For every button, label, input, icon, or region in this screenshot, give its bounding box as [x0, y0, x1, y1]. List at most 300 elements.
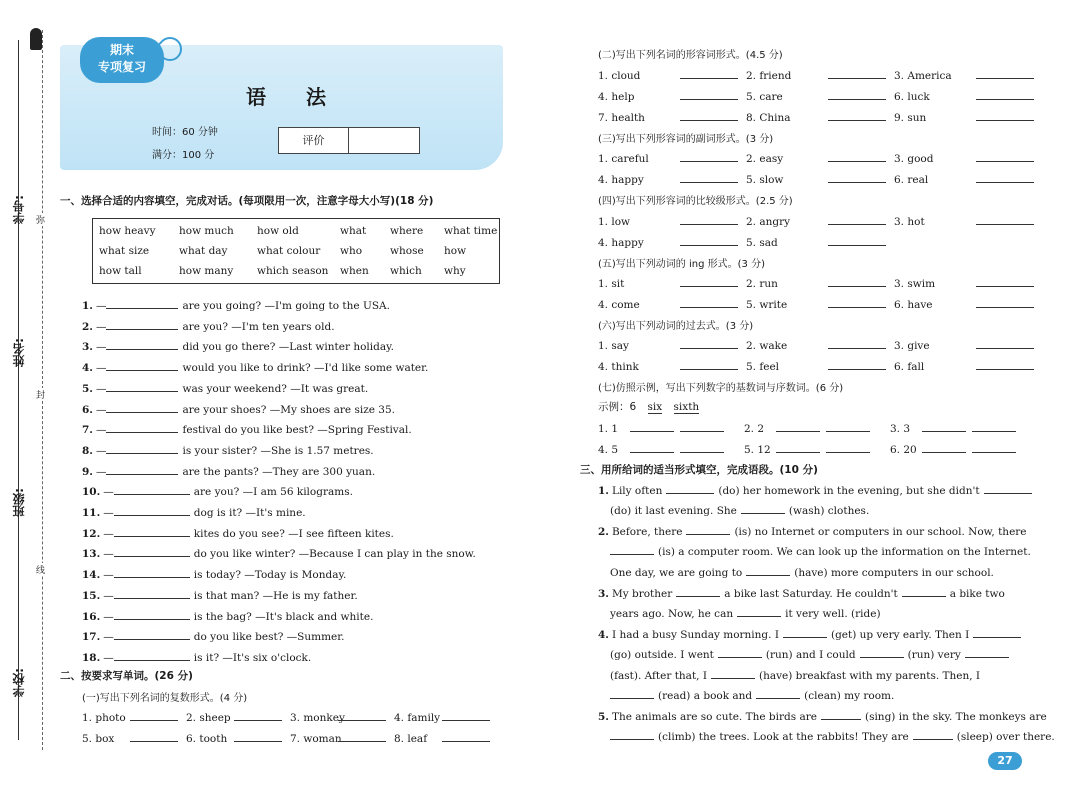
word-item	[598, 276, 742, 291]
word-option: what time	[444, 225, 498, 237]
cardinal-blank[interactable]	[630, 442, 674, 453]
cardinal-blank[interactable]	[922, 421, 966, 432]
passage-text: (do) it last evening. She	[610, 505, 737, 517]
answer-blank[interactable]	[680, 214, 738, 225]
item-number: 18.	[82, 651, 101, 664]
word-item-label: 3. monkey	[290, 712, 345, 724]
page-number-badge	[988, 752, 1022, 770]
word-item	[894, 151, 1038, 166]
word-item-label: 2. angry	[746, 216, 791, 228]
ordinal-blank[interactable]	[826, 442, 870, 453]
paragraph-number: 2.	[598, 526, 609, 538]
part3-title: 三、用所给词的适当形式填空，完成语段。(10 分)	[580, 464, 818, 476]
answer-blank[interactable]	[976, 68, 1034, 79]
passage-text: (fast). After that, I	[610, 670, 707, 682]
word-item-label: 5. box	[82, 733, 115, 745]
answer-blank[interactable]	[106, 381, 178, 392]
word-option: why	[444, 265, 466, 277]
passage-text: (have) breakfast with my parents. Then, I	[758, 670, 981, 682]
word-option: whose	[390, 245, 424, 257]
dash: —	[95, 300, 107, 312]
passage-line	[598, 524, 1027, 539]
passage-text: a bike two	[949, 588, 1005, 600]
passage-line	[610, 729, 1055, 744]
dialogue-item	[82, 360, 428, 375]
answer-blank[interactable]	[828, 214, 886, 225]
word-item	[598, 297, 742, 312]
answer-blank[interactable]	[106, 360, 178, 371]
answer-blank[interactable]	[828, 338, 886, 349]
s7-title: (七)仿照示例，写出下列数字的基数词与序数词。(6 分)	[598, 383, 844, 394]
ordinal-blank[interactable]	[826, 421, 870, 432]
answer-blank[interactable]	[680, 338, 738, 349]
answer-blank[interactable]	[680, 89, 738, 100]
word-item	[82, 710, 182, 725]
answer-blank[interactable]	[976, 338, 1034, 349]
word-item	[894, 68, 1038, 83]
answer-blank[interactable]	[106, 319, 178, 330]
word-item-label: 1. cloud	[598, 70, 641, 82]
title-banner	[60, 45, 503, 170]
answer-blank[interactable]	[106, 422, 178, 433]
answer-blank[interactable]	[234, 710, 282, 721]
number-label: 5. 12	[744, 444, 771, 456]
dash: —	[95, 424, 107, 437]
word-item-label: 3. swim	[894, 278, 936, 290]
word-item	[598, 68, 742, 83]
word-item	[186, 731, 286, 746]
exam-time: 时间：60 分钟	[152, 127, 218, 138]
word-item-label: 2. run	[746, 278, 778, 290]
number-item	[890, 442, 1020, 457]
answer-blank[interactable]	[828, 68, 886, 79]
answer-blank[interactable]	[106, 402, 178, 413]
dialogue-item	[82, 422, 412, 437]
answer-blank[interactable]	[711, 668, 755, 679]
item-number: 14.	[82, 569, 101, 582]
answer-blank[interactable]	[114, 484, 190, 495]
item-number: 6.	[82, 403, 93, 416]
ordinal-blank[interactable]	[680, 421, 724, 432]
answer-blank[interactable]	[680, 68, 738, 79]
answer-blank[interactable]	[114, 629, 190, 640]
word-item-label: 7. woman	[290, 733, 342, 745]
item-text: was your weekend? —It was great.	[182, 382, 369, 395]
item-text: dog is it? —It's mine.	[193, 507, 306, 519]
passage-text: (go) outside. I went	[610, 649, 714, 661]
item-number: 8.	[82, 444, 93, 457]
rating-box	[278, 127, 420, 154]
word-option: how many	[179, 265, 234, 277]
item-number: 2.	[82, 320, 93, 333]
word-item	[746, 172, 890, 187]
answer-blank[interactable]	[114, 546, 190, 557]
answer-blank[interactable]	[828, 235, 886, 246]
answer-blank[interactable]	[680, 359, 738, 370]
exam-score: 满分：100 分	[152, 150, 215, 161]
answer-blank[interactable]	[106, 339, 178, 350]
answer-blank[interactable]	[828, 172, 886, 183]
margin-rule	[18, 40, 19, 740]
item-text: is today? —Today is Monday.	[193, 569, 347, 582]
word-option: what	[340, 225, 367, 237]
answer-blank[interactable]	[680, 110, 738, 121]
word-item	[598, 172, 742, 187]
answer-blank[interactable]	[828, 297, 886, 308]
passage-text: Before, there	[611, 526, 683, 538]
word-option: which season	[257, 265, 329, 277]
word-item-label: 3. America	[894, 70, 952, 82]
word-item	[746, 110, 890, 125]
page-title: 语 法	[246, 85, 326, 109]
word-item-label: 8. China	[746, 112, 791, 124]
answer-blank[interactable]	[902, 586, 946, 597]
dash: —	[103, 589, 114, 602]
dialogue-item	[82, 588, 358, 603]
passage-text: (climb) the trees. Look at the rabbits! They are	[658, 731, 909, 743]
dialogue-item	[82, 298, 390, 313]
passage-line	[610, 503, 869, 518]
rating-label: 评价	[279, 128, 349, 153]
answer-blank[interactable]	[680, 235, 738, 246]
answer-blank[interactable]	[114, 567, 190, 578]
passage-text: years ago. Now, he can	[610, 608, 734, 620]
dash: —	[103, 486, 114, 499]
item-text: is it? —It's six o'clock.	[193, 651, 312, 664]
passage-text: Lily often	[611, 485, 663, 497]
answer-blank[interactable]	[976, 359, 1034, 370]
answer-blank[interactable]	[680, 151, 738, 162]
word-item	[746, 276, 890, 291]
word-item-label: 5. sad	[746, 237, 778, 249]
answer-blank[interactable]	[718, 647, 762, 658]
word-item-label: 1. careful	[598, 153, 649, 165]
answer-blank[interactable]	[976, 151, 1034, 162]
word-item-label: 6. luck	[894, 91, 930, 103]
passage-line	[610, 688, 894, 703]
passage-line	[598, 586, 1005, 601]
passage-text: (wash) clothes.	[788, 505, 870, 517]
answer-blank[interactable]	[821, 709, 861, 720]
answer-blank[interactable]	[130, 731, 178, 742]
word-item-label: 9. sun	[894, 112, 927, 124]
answer-blank[interactable]	[860, 647, 904, 658]
number-item	[890, 421, 1020, 436]
number-label: 6. 20	[890, 444, 917, 456]
ordinal-blank[interactable]	[972, 421, 1016, 432]
s6-title: (六)写出下列动词的过去式。(3 分)	[598, 321, 754, 332]
word-item	[894, 110, 1038, 125]
dialogue-item	[82, 484, 353, 499]
item-text: are you? —I am 56 kilograms.	[193, 486, 353, 499]
answer-blank[interactable]	[610, 544, 654, 555]
answer-blank[interactable]	[783, 627, 827, 638]
word-item-label: 6. fall	[894, 361, 925, 373]
passage-text: (get) up very early. Then I	[830, 629, 970, 641]
passage-line	[610, 668, 980, 683]
word-item	[894, 338, 1038, 353]
word-item-label: 4. happy	[598, 237, 644, 249]
passage-text: a bike last Saturday. He couldn't	[724, 588, 898, 600]
passage-text: (is) a computer room. We can look up the information on the Internet.	[658, 546, 1031, 558]
item-number: 13.	[82, 548, 101, 561]
dash: —	[95, 403, 107, 416]
item-text: do you like winter? —Because I can play in the snow.	[193, 548, 476, 561]
word-option: what size	[99, 245, 150, 257]
cardinal-blank[interactable]	[776, 442, 820, 453]
word-item-label: 8. leaf	[394, 733, 428, 745]
item-text: are your shoes? —My shoes are size 35.	[182, 403, 396, 416]
word-item-label: 3. give	[894, 340, 930, 352]
passage-text: (have) more computers in our school.	[794, 567, 994, 579]
answer-blank[interactable]	[976, 297, 1034, 308]
name-label: 姓名:	[12, 338, 26, 367]
answer-blank[interactable]	[976, 276, 1034, 287]
item-number: 11.	[82, 507, 101, 519]
word-item	[186, 710, 286, 725]
item-number: 16.	[82, 610, 101, 623]
word-item-label: 1. sit	[598, 278, 625, 290]
word-item-label: 1. say	[598, 340, 629, 352]
cardinal-blank[interactable]	[630, 421, 674, 432]
cardinal-blank[interactable]	[922, 442, 966, 453]
answer-blank[interactable]	[610, 688, 654, 699]
dialogue-item	[82, 464, 375, 479]
answer-blank[interactable]	[106, 443, 178, 454]
answer-blank[interactable]	[106, 298, 178, 309]
word-item-label: 4. family	[394, 712, 441, 724]
passage-text: it very well. (ride)	[785, 608, 881, 620]
passage-text: (read) a book and	[658, 690, 753, 702]
answer-blank[interactable]	[828, 110, 886, 121]
word-item	[746, 338, 890, 353]
word-item	[82, 731, 182, 746]
word-item	[894, 276, 1038, 291]
answer-blank[interactable]	[338, 710, 386, 721]
cardinal-blank[interactable]	[776, 421, 820, 432]
word-option: how much	[179, 225, 234, 237]
dialogue-item	[82, 650, 311, 665]
dash: —	[103, 651, 114, 664]
answer-blank[interactable]	[114, 526, 190, 537]
s4-title: (四)写出下列形容词的比较级形式。(2.5 分)	[598, 196, 793, 207]
word-item	[894, 359, 1038, 374]
number-label: 1. 1	[598, 423, 619, 435]
word-item	[894, 214, 1038, 229]
item-number: 10.	[82, 486, 101, 499]
number-item	[744, 442, 874, 457]
word-option: which	[390, 265, 422, 277]
answer-blank[interactable]	[976, 214, 1034, 225]
answer-blank[interactable]	[666, 483, 714, 494]
passage-line	[610, 544, 1031, 559]
dash: —	[103, 548, 114, 561]
word-item	[894, 297, 1038, 312]
passage-text: (run) very	[907, 649, 961, 661]
answer-blank[interactable]	[680, 172, 738, 183]
word-item	[746, 89, 890, 104]
word-item	[598, 359, 742, 374]
passage-text: (run) and I could	[765, 649, 856, 661]
passage-line	[598, 709, 1047, 724]
word-item-label: 7. health	[598, 112, 645, 124]
word-item-label: 6. tooth	[186, 733, 228, 745]
dialogue-item	[82, 609, 373, 624]
answer-blank[interactable]	[686, 524, 730, 535]
word-item-label: 4. help	[598, 91, 635, 103]
dash: —	[95, 465, 107, 478]
item-number: 7.	[82, 424, 93, 437]
word-item	[746, 297, 890, 312]
number-label: 2. 2	[744, 423, 765, 435]
answer-blank[interactable]	[746, 565, 790, 576]
item-number: 9.	[82, 465, 93, 478]
word-item	[394, 710, 494, 725]
answer-blank[interactable]	[442, 710, 490, 721]
answer-blank[interactable]	[234, 731, 282, 742]
dash: —	[95, 444, 107, 457]
word-item-label: 4. come	[598, 299, 640, 311]
word-item-label: 1. photo	[82, 712, 126, 724]
answer-blank[interactable]	[828, 89, 886, 100]
dialogue-item	[82, 629, 344, 644]
answer-blank[interactable]	[973, 627, 1021, 638]
item-text: is your sister? —She is 1.57 metres.	[182, 444, 374, 457]
s7-example-cardinal: six	[647, 401, 663, 413]
answer-blank[interactable]	[984, 483, 1032, 494]
paragraph-number: 4.	[598, 629, 609, 641]
dash: —	[95, 320, 107, 333]
ordinal-blank[interactable]	[680, 442, 724, 453]
dialogue-item	[82, 505, 306, 520]
word-item	[894, 89, 1038, 104]
dash: —	[95, 362, 107, 375]
item-number: 3.	[82, 341, 93, 354]
item-text: festival do you like best? —Spring Festival.	[182, 424, 412, 437]
s3-title: (三)写出下列形容词的副词形式。(3 分)	[598, 134, 774, 145]
word-item	[746, 235, 890, 250]
dialogue-item	[82, 546, 476, 561]
word-item-label: 6. have	[894, 299, 933, 311]
dash: —	[103, 610, 114, 623]
word-item-label: 3. hot	[894, 216, 925, 228]
answer-blank[interactable]	[114, 588, 190, 599]
passage-line	[610, 647, 1013, 662]
answer-blank[interactable]	[976, 89, 1034, 100]
passage-text: (sing) in the sky. The monkeys are	[864, 711, 1047, 723]
word-item-label: 5. slow	[746, 174, 784, 186]
dash: —	[95, 382, 107, 395]
part2-title: 二、按要求写单词。(26 分)	[60, 670, 193, 682]
answer-blank[interactable]	[114, 505, 190, 516]
word-item-label: 6. real	[894, 174, 929, 186]
dash: —	[95, 341, 107, 354]
word-option: how tall	[99, 265, 142, 277]
answer-blank[interactable]	[130, 710, 178, 721]
word-option: how old	[257, 225, 299, 237]
answer-blank[interactable]	[737, 606, 781, 617]
word-item-label: 4. think	[598, 361, 639, 373]
word-item-label: 5. care	[746, 91, 783, 103]
word-item-label: 2. friend	[746, 70, 792, 82]
answer-blank[interactable]	[976, 172, 1034, 183]
dash: —	[103, 507, 114, 519]
seal-char-mi: 弥	[36, 213, 45, 226]
number-item	[744, 421, 874, 436]
word-item	[598, 214, 742, 229]
seal-char-xian: 线	[36, 563, 45, 576]
word-item	[290, 731, 390, 746]
answer-blank[interactable]	[828, 276, 886, 287]
answer-blank[interactable]	[106, 464, 178, 475]
word-option: what colour	[257, 245, 321, 257]
word-item-label: 4. happy	[598, 174, 644, 186]
dialogue-item	[82, 402, 395, 417]
passage-text: (is) no Internet or computers in our school. Now, there	[734, 526, 1027, 538]
paragraph-number: 3.	[598, 588, 609, 600]
s7-example	[598, 401, 699, 414]
number-item	[598, 421, 728, 436]
item-text: is that man? —He is my father.	[193, 589, 358, 602]
number-label: 4. 5	[598, 444, 619, 456]
item-number: 15.	[82, 589, 101, 602]
word-item	[598, 338, 742, 353]
answer-blank[interactable]	[741, 503, 785, 514]
part1-title: 一、选择合适的内容填空，完成对话。(每项限用一次，注意字母大小写)(18 分)	[60, 195, 434, 207]
answer-blank[interactable]	[965, 647, 1009, 658]
answer-blank[interactable]	[913, 729, 953, 740]
word-item	[894, 172, 1038, 187]
answer-blank[interactable]	[976, 110, 1034, 121]
s2-title: (二)写出下列名词的形容词形式。(4.5 分)	[598, 50, 783, 61]
dialogue-item	[82, 381, 368, 396]
class-label: 班级:	[12, 488, 26, 517]
word-option: when	[340, 265, 369, 277]
item-text: are you going? —I'm going to the USA.	[182, 300, 390, 312]
dash: —	[103, 569, 114, 582]
answer-blank[interactable]	[680, 276, 738, 287]
word-item	[598, 110, 742, 125]
answer-blank[interactable]	[676, 586, 720, 597]
word-box	[92, 218, 500, 284]
passage-line	[598, 483, 1036, 498]
passage-text: (sleep) over there.	[956, 731, 1055, 743]
answer-blank[interactable]	[756, 688, 800, 699]
answer-blank[interactable]	[828, 359, 886, 370]
answer-blank[interactable]	[114, 650, 190, 661]
word-item	[394, 731, 494, 746]
answer-blank[interactable]	[610, 729, 654, 740]
answer-blank[interactable]	[680, 297, 738, 308]
ordinal-blank[interactable]	[972, 442, 1016, 453]
word-item-label: 2. wake	[746, 340, 788, 352]
item-text: would you like to drink? —I'd like some water.	[182, 362, 429, 375]
word-item	[746, 68, 890, 83]
passage-text: One day, we are going to	[610, 567, 743, 579]
review-tag: 期末 专项复习	[80, 37, 164, 83]
student-id-label: 学号:	[12, 195, 26, 224]
item-number: 17.	[82, 631, 101, 644]
answer-blank[interactable]	[442, 731, 490, 742]
school-label: 学校:	[12, 668, 26, 697]
passage-line	[598, 627, 1025, 642]
word-option: what day	[179, 245, 228, 257]
answer-blank[interactable]	[828, 151, 886, 162]
answer-blank[interactable]	[114, 609, 190, 620]
word-item	[598, 89, 742, 104]
item-number: 5.	[82, 382, 93, 395]
answer-blank[interactable]	[338, 731, 386, 742]
